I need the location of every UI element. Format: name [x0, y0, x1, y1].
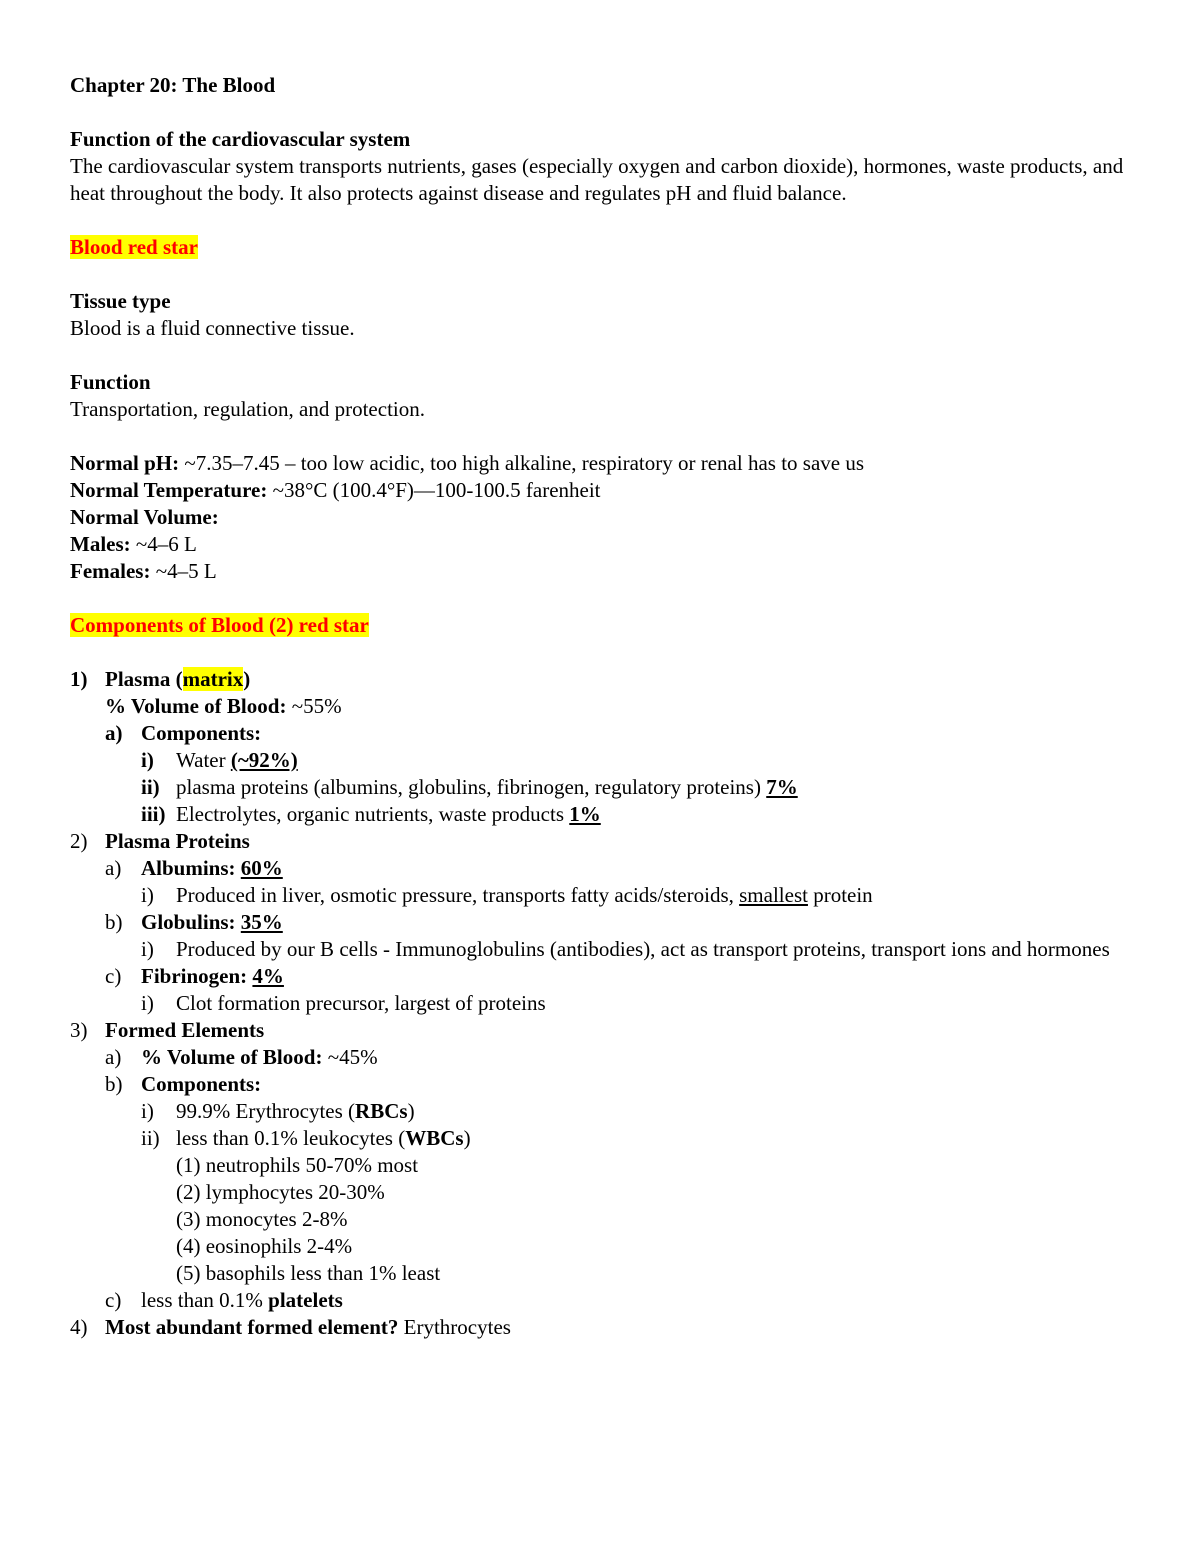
wbc-list-item: (2) lymphocytes 20-30% [176, 1180, 385, 1204]
albumins-detail-tail: protein [807, 883, 873, 907]
water-percent: (~92%) [230, 748, 298, 772]
proteins-line [70, 774, 1145, 801]
water-text: Water [176, 748, 231, 772]
wbc-close: ) [463, 1126, 471, 1150]
normal-temp-value: ~38°C (100.4°F)—100-100.5 farenheit [267, 478, 601, 502]
outline-item-most-abundant [70, 1314, 1145, 1341]
matrix-highlight: matrix [182, 667, 244, 691]
water-line [70, 747, 1145, 774]
females-value: ~4–5 L [150, 559, 217, 583]
outline-number: a) [105, 1045, 122, 1069]
formed-components-line [70, 1071, 1145, 1098]
outline-number: i) [141, 937, 154, 961]
outline-number: i) [141, 1099, 154, 1123]
outline-item-formed-elements [70, 1017, 1145, 1044]
outline-item-plasma-proteins [70, 828, 1145, 855]
electrolytes-text: Electrolytes, organic nutrients, waste products [176, 802, 570, 826]
fibrinogen-line [70, 963, 1145, 990]
outline-item-plasma [70, 666, 1145, 693]
albumins-line [70, 855, 1145, 882]
normal-ph-label: Normal pH: [70, 451, 180, 475]
males-label: Males: [70, 532, 131, 556]
plasma-components-label: Components: [141, 721, 262, 745]
plasma-volume-value: ~55% [286, 694, 342, 718]
normal-volume-label: Normal Volume: [70, 505, 219, 529]
outline-number: a) [105, 856, 122, 880]
tissue-type-heading: Tissue type [70, 289, 171, 313]
globulins-line [70, 909, 1145, 936]
formed-elements-label: Formed Elements [105, 1018, 265, 1042]
outline-number: 4) [70, 1315, 88, 1339]
electrolytes-line [70, 801, 1145, 828]
rbc-abbr: RBCs [355, 1099, 408, 1123]
outline-number: ii) [141, 775, 160, 799]
outline-number: iii) [141, 802, 166, 826]
platelets-label: platelets [268, 1288, 343, 1312]
platelets-line [70, 1287, 1145, 1314]
outline-number: ii) [141, 1126, 160, 1150]
electrolytes-percent: 1% [569, 802, 601, 826]
normal-ph-line [70, 450, 1145, 477]
fibrinogen-detail [70, 990, 1145, 1017]
males-value: ~4–6 L [130, 532, 197, 556]
outline-number: b) [105, 910, 123, 934]
proteins-text: plasma proteins (albumins, globulins, fibrinogen, regulatory proteins) [176, 775, 767, 799]
plasma-label-close: ) [243, 667, 251, 691]
males-line [70, 531, 1145, 558]
albumins-percent: 60% [240, 856, 283, 880]
outline-number: 1) [70, 667, 88, 691]
chapter-title: Chapter 20: The Blood [70, 73, 276, 97]
most-abundant-question: Most abundant formed element? [105, 1315, 399, 1339]
wbc-list-item: (4) eosinophils 2-4% [176, 1234, 353, 1258]
females-line [70, 558, 1145, 585]
fibrinogen-detail-text: Clot formation precursor, largest of proteins [176, 991, 546, 1015]
normal-temp-line [70, 477, 1145, 504]
rbc-text: 99.9% Erythrocytes ( [176, 1099, 356, 1123]
wbc-text: less than 0.1% leukocytes ( [176, 1126, 406, 1150]
formed-volume-value: ~45% [322, 1045, 378, 1069]
platelets-text: less than 0.1% [141, 1288, 269, 1312]
wbc-list-item: (3) monocytes 2-8% [176, 1207, 348, 1231]
globulins-detail-text: Produced by our B cells - Immunoglobulins (antibodies), act as transport proteins, transport ions and hormones [176, 937, 1110, 961]
outline-number: 2) [70, 829, 88, 853]
outline-number: i) [141, 748, 154, 772]
wbc-list-item: (5) basophils less than 1% least [176, 1261, 441, 1285]
outline-number: 3) [70, 1018, 88, 1042]
wbc-list-item: (1) neutrophils 50-70% most [176, 1153, 419, 1177]
outline-number: b) [105, 1072, 123, 1096]
formed-volume-line [70, 1044, 1145, 1071]
blood-star-highlight: Blood red star [70, 235, 198, 259]
rbc-line [70, 1098, 1145, 1125]
plasma-label: Plasma ( [105, 667, 183, 691]
wbc-abbr: WBCs [405, 1126, 464, 1150]
formed-volume-label: % Volume of Blood: [141, 1045, 323, 1069]
wbc-line [70, 1125, 1145, 1152]
albumins-detail-text: Produced in liver, osmotic pressure, transports fatty acids/steroids, [176, 883, 740, 907]
outline-number: a) [105, 721, 123, 745]
fibrinogen-label: Fibrinogen: [141, 964, 253, 988]
most-abundant-answer: Erythrocytes [398, 1315, 511, 1339]
outline-number: c) [105, 1288, 122, 1312]
document-page [70, 72, 1145, 1341]
function-heading: Function [70, 370, 151, 394]
proteins-percent: 7% [766, 775, 798, 799]
outline-number: i) [141, 883, 154, 907]
tissue-type-text: Blood is a fluid connective tissue. [70, 316, 355, 340]
normal-volume-line [70, 504, 1145, 531]
plasma-volume-line [70, 693, 1145, 720]
plasma-proteins-label: Plasma Proteins [105, 829, 250, 853]
function-text: Transportation, regulation, and protection. [70, 397, 425, 421]
outline-number: i) [141, 991, 154, 1015]
albumins-detail [70, 882, 1145, 909]
normal-ph-value: ~7.35–7.45 – too low acidic, too high alkaline, respiratory or renal has to save us [179, 451, 865, 475]
formed-components-label: Components: [141, 1072, 262, 1096]
rbc-close: ) [407, 1099, 415, 1123]
fibrinogen-percent: 4% [252, 964, 284, 988]
normal-temp-label: Normal Temperature: [70, 478, 268, 502]
females-label: Females: [70, 559, 151, 583]
cv-function-heading: Function of the cardiovascular system [70, 127, 411, 151]
smallest-underline: smallest [739, 883, 808, 907]
albumins-label: Albumins: [141, 856, 241, 880]
cv-function-text: The cardiovascular system transports nutrients, gases (especially oxygen and carbon dioxide), hormones, waste products, and heat throughout the body. It also protects against disease and regulates pH and fluid balance. [70, 154, 1124, 205]
globulins-percent: 35% [240, 910, 283, 934]
plasma-volume-label: % Volume of Blood: [105, 694, 287, 718]
globulins-detail [70, 936, 1145, 963]
components-star-highlight: Components of Blood (2) red star [70, 613, 369, 637]
plasma-components-line [70, 720, 1145, 747]
outline-number: c) [105, 964, 122, 988]
globulins-label: Globulins: [141, 910, 241, 934]
